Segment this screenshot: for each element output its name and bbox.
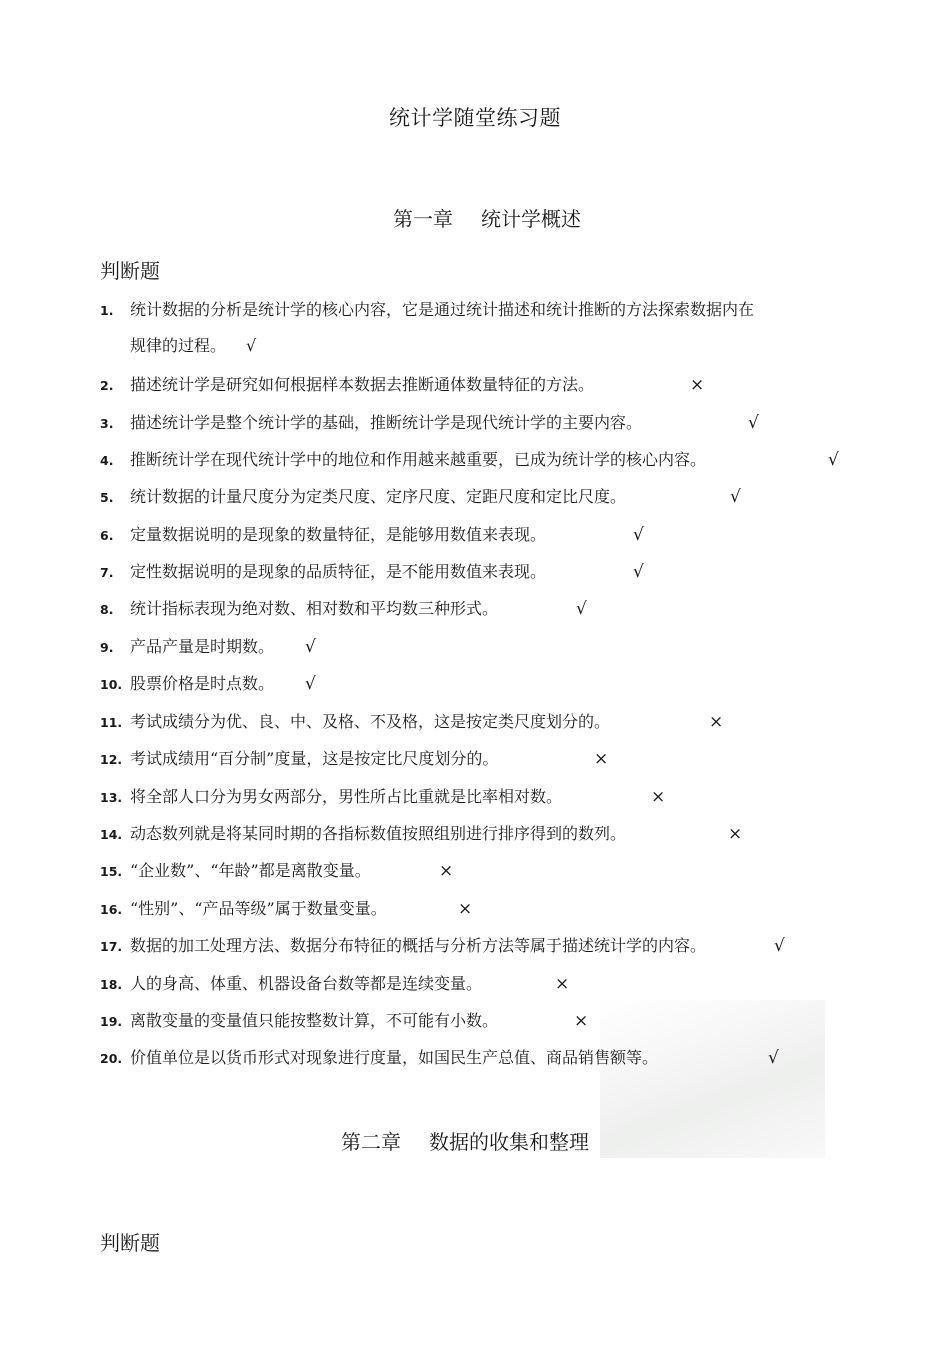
answer-mark: × [728, 824, 743, 844]
chapter-1-heading [12, 203, 950, 232]
question-number: 20. [100, 1051, 123, 1066]
chapter-1-name: 统计学概述 [481, 207, 581, 231]
answer-mark: × [555, 974, 570, 994]
question-12 [100, 741, 840, 777]
answer-mark: √ [828, 450, 839, 470]
question-number: 1. [100, 303, 114, 318]
question-text: 数据的加工处理方法、数据分布特征的概括与分析方法等属于描述统计学的内容。 [130, 936, 707, 955]
question-text: 描述统计学是研究如何根据样本数据去推断通体数量特征的方法。 [130, 375, 595, 394]
question-text: 定性数据说明的是现象的品质特征，是不能用数值来表现。 [130, 562, 547, 581]
answer-mark: √ [768, 1048, 779, 1068]
answer-mark: × [690, 375, 705, 395]
question-number: 16. [100, 902, 123, 917]
question-number: 12. [100, 752, 123, 767]
question-6 [100, 517, 840, 553]
answer-mark: √ [774, 936, 785, 956]
question-number: 2. [100, 378, 114, 393]
question-text: 统计数据的计量尺度分为定类尺度、定序尺度、定距尺度和定比尺度。 [130, 487, 627, 506]
question-15 [100, 853, 840, 889]
question-number: 9. [100, 640, 114, 655]
chapter-2-name: 数据的收集和整理 [429, 1130, 589, 1154]
chapter-2-heading [0, 1126, 940, 1155]
question-text: “企业数”、“年龄”都是离散变量。 [130, 861, 371, 880]
question-text: 离散变量的变量值只能按整数计算，不可能有小数。 [130, 1011, 499, 1030]
answer-mark: √ [576, 599, 587, 619]
question-text: 定量数据说明的是现象的数量特征，是能够用数值来表现。 [130, 525, 547, 544]
question-20 [100, 1040, 840, 1076]
answer-mark: √ [633, 562, 644, 582]
question-4 [100, 442, 840, 478]
question-19 [100, 1003, 840, 1039]
question-number: 5. [100, 490, 114, 505]
answer-mark: √ [246, 336, 257, 355]
question-number: 3. [100, 416, 114, 431]
question-3 [100, 405, 840, 441]
question-text: 股票价格是时点数。 [130, 674, 275, 693]
answer-mark: × [594, 749, 609, 769]
question-number: 7. [100, 565, 114, 580]
question-number: 15. [100, 864, 123, 879]
answer-mark: × [651, 787, 666, 807]
answer-mark: × [439, 861, 454, 881]
answer-mark: √ [305, 637, 316, 657]
answer-mark: × [709, 712, 724, 732]
section-heading-judgement-1: 判断题 [100, 259, 160, 283]
question-7 [100, 554, 840, 590]
section-heading-judgement-2: 判断题 [100, 1231, 160, 1255]
question-text: “性别”、“产品等级”属于数量变量。 [130, 899, 387, 918]
question-text-continued: 规律的过程。 √ [130, 336, 257, 355]
page-title: 统计学随堂练习题 [389, 106, 561, 130]
question-17 [100, 928, 840, 964]
question-number: 17. [100, 939, 123, 954]
question-number: 19. [100, 1014, 123, 1029]
question-number: 18. [100, 977, 123, 992]
question-number: 13. [100, 790, 123, 805]
chapter-1-number: 第一章 [393, 207, 453, 231]
question-16 [100, 891, 840, 927]
question-14 [100, 816, 840, 852]
question-text: 人的身高、体重、机器设备台数等都是连续变量。 [130, 974, 483, 993]
question-number: 10. [100, 677, 123, 692]
answer-mark: √ [748, 413, 759, 433]
chapter-2-number: 第二章 [341, 1130, 401, 1154]
answer-mark: × [458, 899, 473, 919]
question-9 [100, 629, 840, 665]
question-number: 6. [100, 528, 114, 543]
question-18 [100, 966, 840, 1002]
question-text: 考试成绩用“百分制”度量，这是按定比尺度划分的。 [130, 749, 499, 768]
question-text: 产品产量是时期数。 [130, 637, 275, 656]
question-number: 11. [100, 715, 123, 730]
question-text: 统计指标表现为绝对数、相对数和平均数三种形式。 [130, 599, 499, 618]
question-text: 将全部人口分为男女两部分，男性所占比重就是比率相对数。 [130, 787, 563, 806]
question-number: 4. [100, 453, 114, 468]
question-text: 描述统计学是整个统计学的基础，推断统计学是现代统计学的主要内容。 [130, 413, 643, 432]
question-text: 价值单位是以货币形式对现象进行度量，如国民生产总值、商品销售额等。 [130, 1048, 659, 1067]
question-text: 统计数据的分析是统计学的核心内容，它是通过统计描述和统计推断的方法探索数据内在 [130, 300, 755, 319]
question-text: 动态数列就是将某同时期的各指标数值按照组别进行排序得到的数列。 [130, 824, 627, 843]
question-1 [100, 292, 840, 364]
question-8 [100, 591, 840, 627]
answer-mark: × [574, 1011, 589, 1031]
question-number: 8. [100, 602, 114, 617]
question-number: 14. [100, 827, 123, 842]
question-10 [100, 666, 840, 702]
answer-mark: √ [633, 525, 644, 545]
answer-mark: √ [305, 674, 316, 694]
answer-mark: √ [730, 487, 741, 507]
question-2 [100, 367, 840, 403]
question-text: 推断统计学在现代统计学中的地位和作用越来越重要，已成为统计学的核心内容。 [130, 450, 707, 469]
question-text: 考试成绩分为优、良、中、及格、不及格，这是按定类尺度划分的。 [130, 712, 611, 731]
question-13 [100, 779, 840, 815]
question-11 [100, 704, 840, 740]
question-5 [100, 479, 840, 515]
